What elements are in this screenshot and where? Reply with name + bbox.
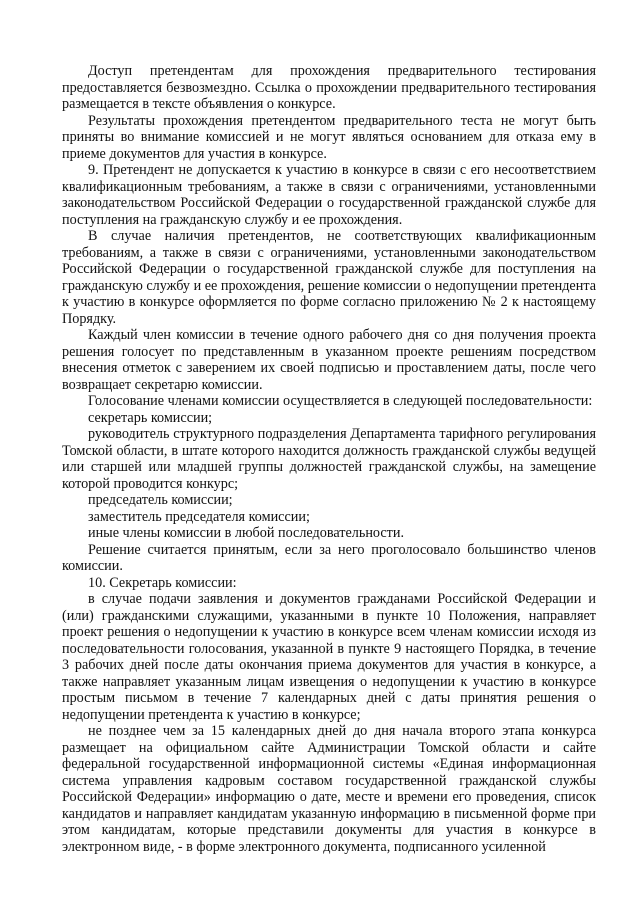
list-item-department-head: руководитель структурного подразделения Департамента тарифного регулирования Томской области, в штате которого находится должность гражданской службы ведущей или старшей или младшей группы должностей гражданской службы, на замещение которой проводится конкурс; — [62, 426, 596, 492]
list-item-secretary: секретарь комиссии; — [88, 409, 213, 426]
paragraph-secretary-duty-2: не позднее чем за 15 календарных дней до дня начала второго этапа конкурса размещает на официальном сайте Администрации Томской области и сайте федеральной государственной информационной системы «Единая информационная система управления кадровым составом государственной гражданской службы Российской Федерации» информацию о дате, месте и времени его проведения, список кандидатов и направляет кандидатам указанную информацию в письменной форме при этом кандидатам, которые представили документы для участия в конкурсе в электронном виде, - в форме электронного документа, подписанного усиленной — [62, 723, 596, 855]
paragraph-testing-access: Доступ претендентам для прохождения предварительного тестирования предоставляется безвозмездно. Ссылка о прохождении предварительного тестирования размещается в тексте объявления о конкурсе. — [62, 63, 596, 112]
list-item-deputy-chairman: заместитель председателя комиссии; — [88, 508, 310, 525]
paragraph-item-9: 9. Претендент не допускается к участию в конкурсе в связи с его несоответствием квалификационным требованиям, а также в связи с ограничениями, установленными законодательством Российской Федерации о государственной гражданской службе для поступления на гражданскую службу и ее прохождения. — [62, 162, 596, 228]
paragraph-voting-order: Голосование членами комиссии осуществляется в следующей последовательности: — [88, 393, 593, 409]
document-page — [62, 63, 596, 855]
paragraph-member-voting: Каждый член комиссии в течение одного рабочего дня со дня получения проекта решения голосует по представленным в указанном проекте решениям посредством внесения отметок с заверением их своей подписью и проставлением даты, после чего возвращает секретарю комиссии. — [62, 327, 596, 393]
paragraph-testing-results: Результаты прохождения претендентом предварительного теста не могут быть приняты во внимание комиссией и не могут являться основанием для отказа ему в приеме документов для участия в конкурсе. — [62, 112, 596, 162]
paragraph-secretary-duty-1: в случае подачи заявления и документов гражданами Российской Федерации и (или) гражданскими служащими, указанными в пункте 10 Положения, направляет проект решения о недопущении к участию в конкурсе всем членам комиссии исходя из последовательности голосования, указанной в пункте 9 настоящего Порядка, в течение 3 рабочих дней после даты окончания приема документов для участия в конкурсе, а также направляет указанным лицам извещения о недопущении к участию в конкурсе простым письмом в течение 7 календарных дней с даты принятия решения о недопущении претендента к участию в конкурсе; — [62, 591, 596, 723]
list-item-chairman: председатель комиссии; — [88, 492, 233, 508]
paragraph-non-admission-decision: В случае наличия претендентов, не соответствующих квалификационным требованиям, а также в связи с ограничениями, установленными законодательством Российской Федерации о государственной гражданской службе для поступления на гражданскую службу и ее прохождения, решение комиссии о недопущении претендента к участию в конкурсе оформляется по форме согласно приложению № 2 к настоящему Порядку. — [62, 228, 596, 327]
list-item-other-members: иные члены комиссии в любой последовательности. — [88, 525, 405, 541]
paragraph-item-10: 10. Секретарь комиссии: — [88, 574, 237, 591]
paragraph-decision-majority: Решение считается принятым, если за него проголосовало большинство членов комиссии. — [62, 541, 596, 574]
